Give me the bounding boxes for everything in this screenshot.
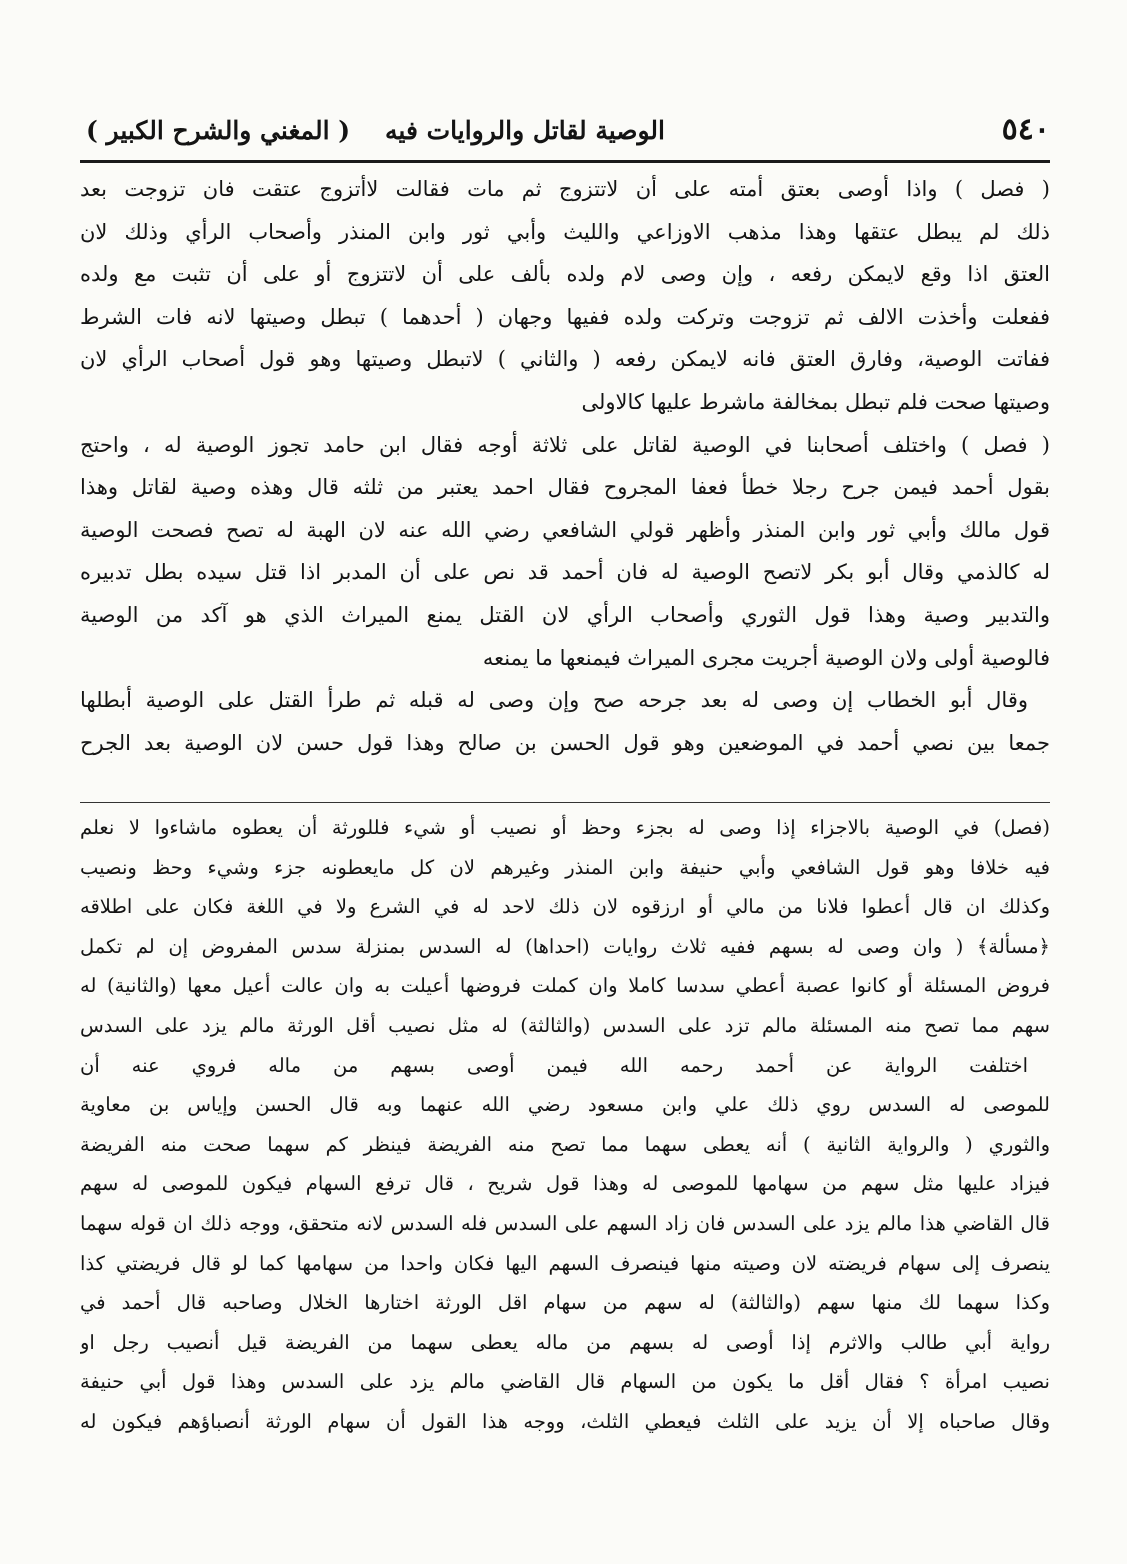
text-line: ينصرف إلى سهام فريضته لان وصيته منها فينصرف السهم اليها فكان واحدا من سهامها كما لو قال فريضتي كذا [80,1251,1050,1275]
text-line: العتق اذا وقع لايمكن رفعه ، وإن وصى لام ولده بألف على أن لاتتزوج أو على أن تثبت مع ولده [80,262,1050,287]
text-line: نصيب امرأة ؟ فقال أقل ما يكون من السهام قال القاضي مالم يزد على السدس وهذا قول أبي حنيفة [80,1370,1050,1394]
text-line: فروض المسئلة أو كانوا عصبة أعطي سدسا كاملا وان كملت فروضها أعيلت به وان عالت أعيل معها (والثانية) له [80,974,1050,998]
text-line: قال القاضي هذا مالم يزد على السدس فان زاد السهم على السدس فله السدس لانه متحقق، ووجه ذلك ان قوله سهما [80,1211,1050,1235]
text-line: (فصل) في الوصية بالاجزاء إذا وصى له بجزء وحظ أو نصيب أو شيء فللورثة أن يعطوه ماشاءوا لا نعلم [80,816,1050,839]
text-line: فالوصية أولى ولان الوصية أجريت مجرى الميراث فيمنعها ما يمنعه [482,645,1050,670]
text-line: والتدبير وصية وهذا قول الثوري وأصحاب الرأي لان القتل يمنع الميراث الذي هو آكد من الوصية [80,602,1050,627]
text-line: والثوري ( والرواية الثانية ) أنه يعطى سهما مما تصح منه الفريضة فينظر كم سهما صحت منه الفريضة [80,1132,1050,1156]
text-line: فيزاد عليها مثل سهم من سهامها للموصى له وهذا قول شريح ، قال ترفع السهام فيكون للموصى له سهم [80,1172,1050,1196]
page-number: ٥٤٠ [1001,112,1050,147]
text-line: ( فصل ) واختلف أصحابنا في الوصية لقاتل على ثلاثة أوجه فقال ابن حامد تجوز الوصية له ، واحتج [80,432,1050,457]
text-line: فيه خلافا وهو قول الشافعي وأبي حنيفة وابن المنذر وغيرهم لان كل مايعطونه جزء وشيء وحظ ونصيب [80,855,1050,879]
text-line: قول مالك وأبي ثور وابن المنذر وأظهر قولي الشافعي رضي الله عنه لان الهبة له تصح فصحت الوصية [80,517,1050,542]
book-title: ( المغني والشرح الكبير ) [86,116,351,145]
text-line: وكذا سهما لك منها سهم (والثالثة) له سهم من سهام اقل الورثة اختارها الخلال وصاحبه قال أحمد في [80,1291,1050,1315]
main-text [80,168,1050,764]
text-line: ففاتت الوصية، وفارق العتق فانه لايمكن رفعه ( والثاني ) لاتبطل وصيتها وهو قول أصحاب الرأي لان [80,347,1050,372]
text-line: له كالذمي وقال أبو بكر لاتصح الوصية له فان أحمد قد نص على أن المدبر اذا قتل سيده بطل تدبيره [80,560,1050,585]
text-line: رواية أبي طالب والاثرم إذا أوصى له بسهم من ماله يعطى سهما من الفريضة قيل أنصيب رجل او [80,1330,1050,1354]
text-line: بقول أحمد فيمن جرح رجلا خطأ فعفا المجروح فقال احمد يعتبر من ثلثه قال وهذه وصية لقاتل وهذا [80,475,1050,500]
section-divider [80,802,1050,803]
page-header [80,112,1050,154]
text-line: وقال أبو الخطاب إن وصى له بعد جرحه صح وإن وصى له قبله ثم طرأ القتل على الوصية أبطلها [80,688,1028,713]
text-line: وكذلك ان قال أعطوا فلانا من مالي أو ارزقوه لان ذلك لاحد له في الشرع ولا في اللغة فكان على اطلاقه [80,895,1050,919]
chapter-title: الوصية لقاتل والروايات فيه [385,116,665,145]
text-line: سهم مما تصح منه المسئلة مالم تزد على السدس (والثالثة) له مثل نصيب أقل الورثة مالم يزد على السدس [80,1013,1050,1037]
text-line: ﴿مسألة﴾ ( وان وصى له بسهم ففيه ثلاث روايات (احداها) له السدس بمنزلة سدس المفروض إن لم تكمل [80,934,1050,958]
text-line: اختلفت الرواية عن أحمد رحمه الله فيمن أوصى بسهم من ماله فروي عنه أن [80,1053,1028,1077]
text-line: وصيتها صحت فلم تبطل بمخالفة ماشرط عليها كالاولى [581,389,1050,414]
text-line: ( فصل ) واذا أوصى بعتق أمته على أن لاتتزوج ثم مات فقالت لاأتزوج عتقت فان تزوجت بعد [80,177,1050,201]
text-line: ففعلت وأخذت الالف ثم تزوجت وتركت ولده ففيها وجهان ( أحدهما ) تبطل وصيتها لانه فات الشرط [80,304,1050,329]
text-line: للموصى له السدس روي ذلك علي وابن مسعود رضي الله عنهما وبه قال الحسن وإياس بن معاوية [80,1093,1050,1117]
text-line: ذلك لم يبطل عتقها وهذا مذهب الاوزاعي والليث وأبي ثور وابن المنذر وأصحاب الرأي وذلك لان [80,219,1050,244]
text-line: وقال صاحباه إلا أن يزيد على الثلث فيعطي الثلث، ووجه هذا القول أن سهام الورثة أنصباؤهم فيكون له [80,1409,1050,1433]
commentary-text [80,808,1050,1442]
text-line: جمعا بين نصي أحمد في الموضعين وهو قول الحسن بن صالح وهذا قول حسن لان الوصية بعد الجرح [80,730,1050,755]
header-rule [80,160,1050,163]
